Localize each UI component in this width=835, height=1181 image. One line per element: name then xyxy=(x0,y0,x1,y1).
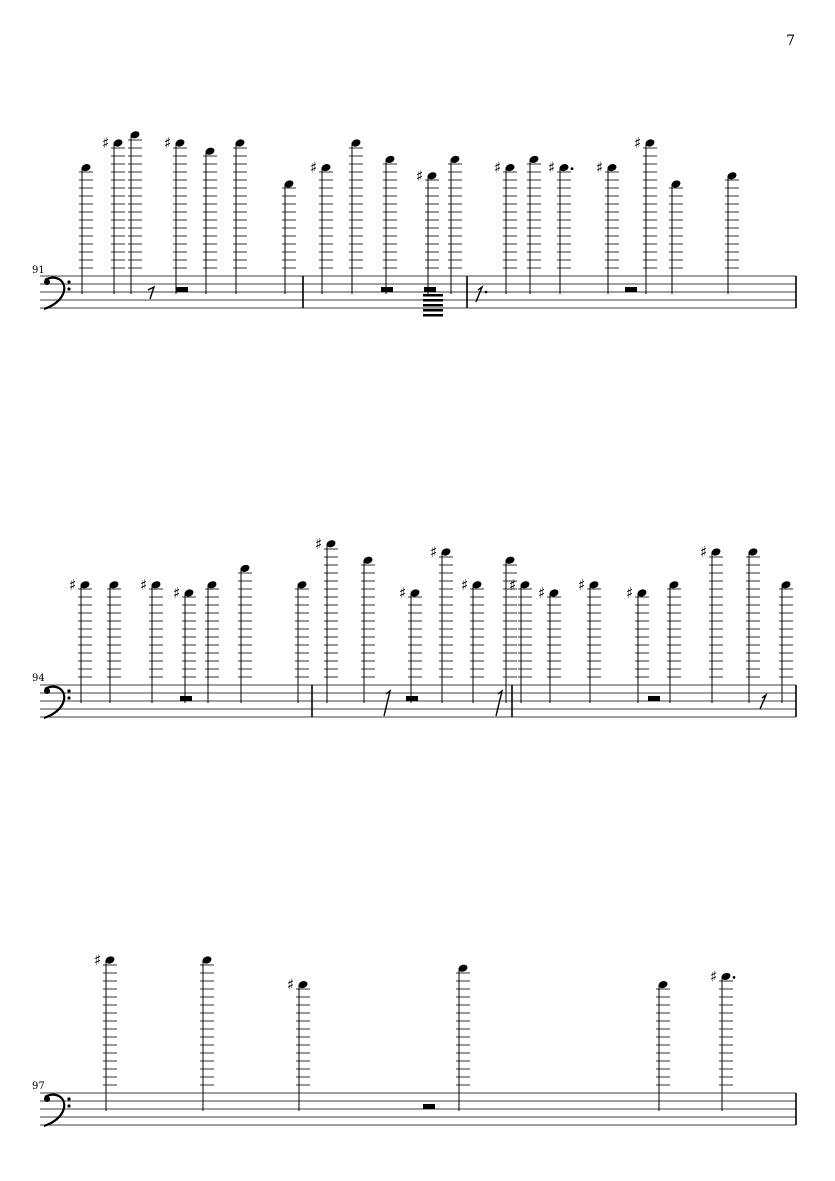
note xyxy=(725,171,739,294)
sharp-icon: ♯ xyxy=(509,575,517,594)
note xyxy=(203,146,217,294)
note xyxy=(200,955,214,1111)
sharp-icon: ♯ xyxy=(494,158,502,177)
beam-block xyxy=(423,294,443,317)
note xyxy=(527,155,541,294)
sharp-icon: ♯ xyxy=(626,584,634,602)
sharp-icon: ♯ xyxy=(315,534,323,553)
note xyxy=(383,155,397,294)
sharp-icon: ♯ xyxy=(140,575,148,594)
measure-number: 97 xyxy=(32,1081,45,1092)
sharp-icon: ♯ xyxy=(94,951,102,969)
sharp-icon: ♯ xyxy=(416,166,424,185)
note xyxy=(233,138,247,294)
sharp-icon: ♯ xyxy=(69,575,77,594)
notes xyxy=(69,535,793,703)
notes xyxy=(79,130,739,294)
system-2 xyxy=(32,535,796,718)
note xyxy=(596,159,619,294)
note xyxy=(128,130,142,294)
dotted-rest xyxy=(496,691,502,716)
note xyxy=(140,576,163,703)
note xyxy=(669,179,683,294)
note xyxy=(700,543,723,703)
note xyxy=(205,580,219,703)
sharp-icon: ♯ xyxy=(287,975,295,994)
half-rest xyxy=(625,287,637,292)
sharp-icon: ♯ xyxy=(173,584,181,602)
notes xyxy=(94,951,735,1111)
note xyxy=(287,976,310,1111)
sharp-icon: ♯ xyxy=(548,158,556,177)
sharp-icon: ♯ xyxy=(634,134,642,152)
note xyxy=(315,535,338,703)
dotted-rest xyxy=(384,691,390,716)
note xyxy=(79,163,93,294)
dot xyxy=(571,167,574,170)
bass-clef-icon xyxy=(44,278,71,309)
note xyxy=(448,155,462,294)
note xyxy=(656,980,670,1111)
sharp-icon: ♯ xyxy=(461,575,469,594)
note xyxy=(69,576,92,703)
note xyxy=(710,967,735,1111)
staff-lines xyxy=(40,276,796,308)
rests xyxy=(423,1104,435,1109)
sharp-icon: ♯ xyxy=(700,543,708,561)
note xyxy=(430,543,453,703)
page-number: 7 xyxy=(786,33,795,49)
note xyxy=(667,580,681,703)
note xyxy=(102,134,125,294)
dotted-rest xyxy=(760,695,766,709)
note xyxy=(634,134,657,294)
system-3 xyxy=(32,951,796,1126)
system-1 xyxy=(32,130,796,316)
note xyxy=(238,564,252,703)
note xyxy=(361,555,375,703)
eighth-rest xyxy=(148,287,154,299)
bass-clef-icon xyxy=(44,687,71,718)
sharp-icon: ♯ xyxy=(399,584,407,602)
note xyxy=(349,138,363,294)
note xyxy=(295,580,309,703)
half-rest xyxy=(406,696,418,701)
sharp-icon: ♯ xyxy=(164,134,172,152)
measure-number: 91 xyxy=(32,265,45,276)
sharp-icon: ♯ xyxy=(310,158,318,177)
note xyxy=(282,179,296,294)
half-rest xyxy=(424,287,436,292)
sharp-icon: ♯ xyxy=(538,584,546,602)
sharp-icon: ♯ xyxy=(596,158,604,177)
note xyxy=(456,963,470,1111)
note xyxy=(164,134,187,294)
sharp-icon: ♯ xyxy=(430,543,438,561)
sharp-icon: ♯ xyxy=(578,575,586,594)
half-rest xyxy=(180,696,192,701)
bass-clef-icon xyxy=(44,1095,71,1126)
dot xyxy=(733,976,736,979)
note xyxy=(310,159,333,294)
half-rest xyxy=(176,287,188,292)
note xyxy=(779,580,793,703)
note xyxy=(746,547,760,703)
note xyxy=(107,580,121,703)
half-rest xyxy=(381,287,393,292)
note xyxy=(461,576,484,703)
staff-lines xyxy=(40,1093,796,1125)
sharp-icon: ♯ xyxy=(102,134,110,152)
note xyxy=(548,159,573,294)
half-rest xyxy=(423,1104,435,1109)
note xyxy=(509,576,532,703)
note xyxy=(416,167,439,294)
note xyxy=(494,159,517,294)
sharp-icon: ♯ xyxy=(710,967,718,986)
measure-number: 94 xyxy=(32,673,45,684)
half-rest xyxy=(648,696,660,701)
note xyxy=(94,951,117,1111)
note xyxy=(578,576,601,703)
